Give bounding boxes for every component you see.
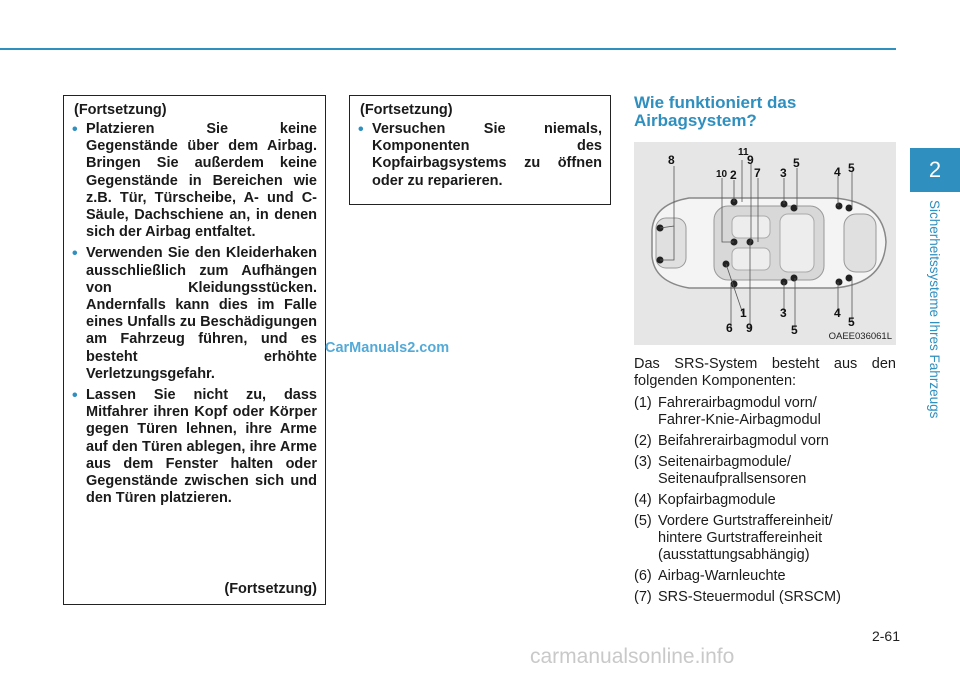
diagram-label: 5: [848, 161, 855, 175]
diagram-label: 3: [780, 166, 787, 180]
bullet-icon: •: [72, 387, 78, 405]
diagram-label: 11: [738, 147, 749, 158]
warning-bullets: [350, 121, 610, 190]
list-item: (4) Kopfairbagmodule: [634, 492, 776, 508]
diagram-label: 5: [848, 315, 855, 329]
bullet-item: • Verwenden Sie den Kleiderhaken ausschließlich zum Aufhängen von Kleidungsstücken. Andernfalls kann dies im Falle eines Unfalls zu Beschädigungen am Fahrzeug führen, und es besteht erhöhte Verletzungsgefahr.: [72, 245, 317, 382]
bullet-item: • Lassen Sie nicht zu, dass Mitfahrer ihren Kopf oder Körper gegen Türen lehnen, ihre Arme auf den Türen ablegen, ihre Arme aus dem Fenster halten oder Gegenstände zwischen sich und den Türen platzieren.: [72, 387, 317, 507]
diagram-label: 10: [716, 169, 728, 180]
diagram-label: 6: [726, 321, 733, 335]
diagram-label: 9: [746, 321, 753, 335]
list-item: (3) Seitenairbagmodule/ Seitenaufprallsensoren: [634, 454, 807, 487]
list-item: (7) SRS-Steuermodul (SRSCM): [634, 589, 841, 605]
component-list: [634, 395, 896, 610]
diagram-label: 5: [791, 323, 798, 337]
diagram-label: 8: [668, 153, 675, 167]
chapter-label: Sicherheitssysteme Ihres Fahrzeugs: [927, 200, 942, 419]
box-footer: (Fortsetzung): [224, 581, 317, 597]
diagram-label: 2: [730, 168, 737, 182]
bullet-item: • Platzieren Sie keine Gegenstände über dem Airbag. Bringen Sie außerdem keine Gegenstände in Bereichen wie z.B. Tür, Türscheibe, A- und C-Säule, Dachschiene an, in denen sich der Airbag entfaltet.: [72, 121, 317, 241]
diagram-label: 7: [754, 166, 761, 180]
warning-box-head-airbag: [349, 95, 611, 205]
watermark-footer[interactable]: carmanualsonline.info: [530, 645, 735, 668]
diagram-label: 9: [747, 153, 754, 167]
chapter-tab[interactable]: 2: [910, 148, 960, 192]
diagram-label: 4: [834, 165, 841, 179]
section-title: Wie funktioniert das Airbagsystem?: [634, 93, 797, 130]
image-code: OAEE036061L: [828, 331, 892, 342]
diagram-label: 1: [740, 306, 747, 320]
warning-bullets: [64, 121, 325, 507]
bullet-icon: •: [358, 121, 364, 138]
box-header: (Fortsetzung): [74, 102, 167, 118]
diagram-label: 5: [793, 156, 800, 170]
list-item: (1) Fahrerairbagmodul vorn/ Fahrer-Knie-Airbagmodul: [634, 395, 821, 428]
diagram-label: 3: [780, 306, 787, 320]
list-item: (2) Beifahrerairbagmodul vorn: [634, 433, 829, 449]
intro-text: Das SRS-System besteht aus den folgenden Komponenten:: [634, 356, 896, 389]
list-item: (5) Vordere Gurtstraffereinheit/ hintere Gurtstraffereinheit (ausstattungsabhängig): [634, 513, 833, 563]
bullet-icon: •: [72, 121, 78, 138]
diagram-label: 4: [834, 306, 841, 320]
box-header: (Fortsetzung): [360, 102, 453, 118]
airbag-system-diagram: [634, 142, 896, 345]
page-number: 2-61: [871, 628, 900, 644]
bullet-item: • Versuchen Sie niemals, Komponenten des Kopfairbagsystems zu öffnen oder zu reparieren.: [358, 121, 602, 189]
bullet-icon: •: [72, 245, 78, 263]
watermark-link[interactable]: CarManuals2.com: [325, 340, 450, 356]
warning-box-continued: [63, 95, 326, 605]
header-rule: [0, 48, 896, 50]
car-topview-illustration: [634, 142, 896, 345]
list-item: (6) Airbag-Warnleuchte: [634, 568, 786, 584]
